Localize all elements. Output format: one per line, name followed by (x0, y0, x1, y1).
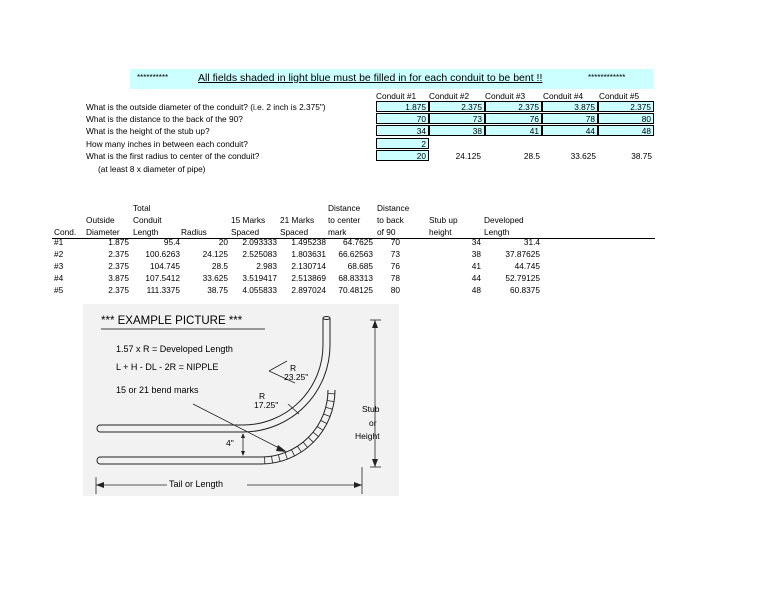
diagram-background (83, 304, 399, 496)
col-db-header-3: of 90 (377, 227, 396, 237)
row-5-m15: 4.055833 (242, 285, 277, 295)
col-dc-header-3: mark (328, 227, 347, 237)
formula-developed-length: 1.57 x R = Developed Length (116, 344, 233, 354)
conduit-header-1: Conduit #1 (376, 91, 417, 101)
col-m21-header-1: 21 Marks (280, 215, 315, 225)
formula-bend-marks: 15 or 21 bend marks (116, 385, 199, 395)
row-2-m15: 2.525083 (242, 249, 277, 259)
row-1-m21: 1.495238 (291, 237, 326, 247)
instruction-banner (130, 69, 653, 89)
row-5-cond: #5 (54, 285, 64, 295)
back90-input-5[interactable]: 80 (598, 113, 654, 124)
row-1-m15: 2.093333 (242, 237, 277, 247)
banner-message: All fields shaded in light blue must be filled in for each conduit to be bent !! (198, 72, 543, 84)
question-stub-height: What is the height of the stub up? (86, 126, 210, 136)
row-2-db: 73 (390, 249, 400, 259)
outer-radius-label: R (290, 363, 297, 373)
inner-radius-label: R (259, 391, 266, 401)
diameter-input-3[interactable]: 2.375 (485, 101, 542, 112)
stub-input-2[interactable]: 38 (429, 125, 485, 136)
computed-radius-3: 28.5 (523, 151, 540, 161)
col-od-header-2: Diameter (86, 227, 120, 237)
row-2-su: 38 (471, 249, 481, 259)
inner-radius-value: 17.25" (254, 400, 279, 410)
back90-input-1[interactable]: 70 (376, 113, 429, 124)
banner-stars-left: ********** (137, 73, 169, 82)
back90-input-4[interactable]: 78 (542, 113, 598, 124)
conduit-header-4: Conduit #4 (543, 91, 584, 101)
formula-nipple: L + H - DL - 2R = NIPPLE (116, 362, 219, 372)
stub-input-3[interactable]: 41 (485, 125, 542, 136)
row-5-su: 48 (471, 285, 481, 295)
diameter-input-4[interactable]: 3.875 (542, 101, 598, 112)
row-3-db: 76 (390, 261, 400, 271)
col-radius-header: Radius (181, 227, 207, 237)
row-5-od: 2.375 (108, 285, 129, 295)
stub-input-4[interactable]: 44 (542, 125, 598, 136)
row-5-radius: 38.75 (207, 285, 228, 295)
col-dc-header-2: to center (328, 215, 361, 225)
col-db-header-2: to back (377, 215, 404, 225)
computed-radius-5: 38.75 (631, 151, 652, 161)
row-3-dc: 68.685 (347, 261, 373, 271)
diameter-input-5[interactable]: 2.375 (598, 101, 654, 112)
question-back-of-90: What is the distance to the back of the 90? (86, 114, 243, 124)
question-first-radius: What is the first radius to center of the conduit? (86, 151, 260, 161)
outer-radius-value: 23.25" (284, 372, 309, 382)
question-diameter: What is the outside diameter of the conduit? (i.e. 2 inch is 2.375") (86, 102, 326, 112)
col-tcl-header-1: Total (133, 203, 151, 213)
question-radius-note: (at least 8 x diameter of pipe) (98, 164, 206, 174)
conduit-header-3: Conduit #3 (485, 91, 526, 101)
row-1-radius: 20 (218, 237, 228, 247)
row-2-dc: 66.62563 (338, 249, 373, 259)
conduit-header-5: Conduit #5 (599, 91, 640, 101)
row-2-cond: #2 (54, 249, 64, 259)
computed-radius-2: 24.125 (455, 151, 481, 161)
row-3-tcl: 104.745 (150, 261, 180, 271)
row-5-dc: 70.48125 (338, 285, 373, 295)
col-su-header-1: Stub up (429, 215, 458, 225)
row-2-radius: 24.125 (202, 249, 228, 259)
row-4-tcl: 107.5412 (145, 273, 180, 283)
diagram-title: *** EXAMPLE PICTURE *** (101, 315, 243, 327)
spacing-value: 4" (226, 438, 234, 448)
row-4-cond: #4 (54, 273, 64, 283)
col-tcl-header-3: Length (133, 227, 159, 237)
row-3-od: 2.375 (108, 261, 129, 271)
col-od-header-1: Outside (86, 215, 115, 225)
col-dl-header-1: Developed (484, 215, 524, 225)
question-spacing: How many inches in between each conduit? (86, 139, 248, 149)
row-2-od: 2.375 (108, 249, 129, 259)
col-db-header-1: Distance (377, 203, 410, 213)
row-5-db: 80 (390, 285, 400, 295)
spacing-input[interactable]: 2 (376, 138, 429, 149)
first-radius-input[interactable]: 20 (376, 150, 429, 161)
row-4-su: 44 (471, 273, 481, 283)
conduit-header-2: Conduit #2 (429, 91, 470, 101)
row-5-m21: 2.897024 (291, 285, 326, 295)
row-3-cond: #3 (54, 261, 64, 271)
row-2-m21: 1.803631 (291, 249, 326, 259)
row-5-dl: 60.8375 (510, 285, 540, 295)
row-3-su: 41 (471, 261, 481, 271)
stub-input-5[interactable]: 48 (598, 125, 654, 136)
row-4-dc: 68.83313 (338, 273, 373, 283)
row-3-m21: 2.130714 (291, 261, 326, 271)
row-3-dl: 44.745 (514, 261, 540, 271)
row-4-dl: 52.79125 (505, 273, 540, 283)
row-1-cond: #1 (54, 237, 64, 247)
col-cond-header: Cond. (54, 227, 77, 237)
col-m15-header-2: Spaced (231, 227, 260, 237)
row-5-tcl: 111.3375 (146, 285, 180, 295)
banner-stars-right: ************ (588, 73, 626, 82)
col-m21-header-2: Spaced (280, 227, 309, 237)
row-4-m15: 3.519417 (242, 273, 277, 283)
row-1-dc: 64.7625 (343, 237, 373, 247)
row-2-dl: 37.87625 (505, 249, 540, 259)
diameter-input-2[interactable]: 2.375 (429, 101, 485, 112)
row-2-tcl: 100.6263 (145, 249, 180, 259)
row-3-m15: 2.983 (256, 261, 277, 271)
col-m15-header-1: 15 Marks (231, 215, 266, 225)
stub-label-1: Stub (362, 404, 380, 414)
row-1-od: 1.875 (108, 237, 129, 247)
row-1-su: 34 (471, 237, 481, 247)
stub-input-1[interactable]: 34 (376, 125, 429, 136)
tail-label: Tail or Length (169, 479, 224, 489)
row-1-db: 70 (390, 237, 400, 247)
row-4-od: 3.875 (108, 273, 129, 283)
row-1-dl: 31.4 (523, 237, 540, 247)
col-dl-header-2: Length (484, 227, 510, 237)
stub-label-2: or (369, 418, 377, 428)
row-1-tcl: 95.4 (163, 237, 180, 247)
row-4-db: 78 (390, 273, 400, 283)
computed-radius-4: 33.625 (570, 151, 596, 161)
row-4-m21: 2.513869 (291, 273, 326, 283)
col-tcl-header-2: Conduit (133, 215, 162, 225)
diameter-input-1[interactable]: 1.875 (376, 101, 429, 112)
back90-input-2[interactable]: 73 (429, 113, 485, 124)
bend-example-diagram (83, 304, 399, 496)
back90-input-3[interactable]: 76 (485, 113, 542, 124)
stub-label-3: Height (355, 431, 380, 441)
col-su-header-2: height (429, 227, 452, 237)
col-dc-header-1: Distance (328, 203, 361, 213)
row-3-radius: 28.5 (211, 261, 228, 271)
row-4-radius: 33.625 (202, 273, 228, 283)
